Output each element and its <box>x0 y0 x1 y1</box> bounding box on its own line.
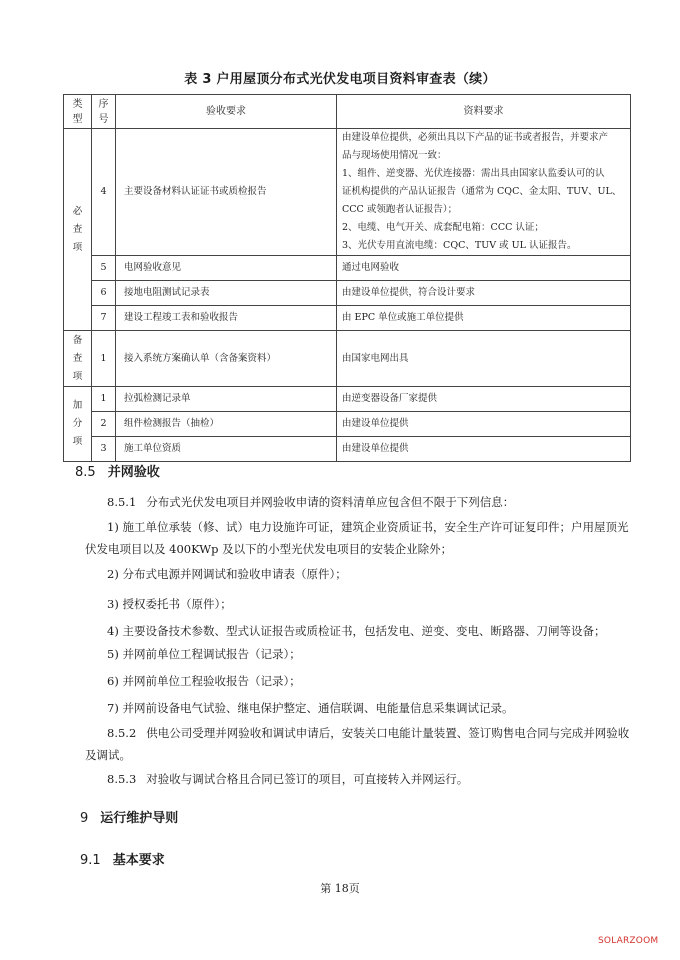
row-no: 2 <box>92 412 116 437</box>
section-number: 9.1 <box>80 853 101 868</box>
table-row <box>64 129 631 256</box>
table-row <box>64 306 631 331</box>
row-item: 接地电阻测试记录表 <box>116 281 337 306</box>
category-required-text: 必 查 项 <box>72 205 83 253</box>
paragraph-8-5-3 <box>85 768 633 790</box>
section-title: 运行维护导则 <box>100 811 179 826</box>
clause-text: 供电公司受理并网验收和调试申请后，安装关口电能计量装置、签订购售电合同与完成并网验收及调试。 <box>85 726 630 762</box>
clause-number: 8.5.2 <box>107 726 137 740</box>
category-backup <box>64 331 92 387</box>
paragraph-8-5-2 <box>85 722 633 766</box>
row-item: 电网验收意见 <box>116 256 337 281</box>
category-additional-text: 加 分 项 <box>72 400 83 447</box>
category-required <box>64 129 92 331</box>
page-number: 第 18页 <box>320 882 360 895</box>
list-item: 7) 并网前设备电气试验、继电保护整定、通信联调、电能量信息采集调试记录。 <box>107 701 514 715</box>
row-req: 由逆变器设备厂家提供 <box>337 387 631 412</box>
row-item: 拉弧检测记录单 <box>116 387 337 412</box>
row-req: 由 EPC 单位或施工单位提供 <box>337 306 631 331</box>
category-additional <box>64 387 92 462</box>
row-no: 1 <box>92 331 116 387</box>
table-title: 表 3 户用屋顶分布式光伏发电项目资料审查表（续） <box>184 72 496 87</box>
category-backup-text: 备 查 项 <box>72 334 83 382</box>
table-header-row <box>64 95 631 129</box>
row-no: 4 <box>92 129 116 256</box>
row-req-multiline <box>337 129 631 256</box>
row-item: 主要设备材料认证证书或质检报告 <box>116 129 337 256</box>
req-line: 2、电缆、电气开关、成套配电箱：CCC 认证； <box>342 222 544 233</box>
review-table <box>63 94 631 462</box>
table-row <box>64 437 631 462</box>
clause-number: 8.5.1 <box>107 495 137 509</box>
list-item: 2) 分布式电源并网调试和验收申请表（原件）； <box>107 567 347 581</box>
section-title: 并网验收 <box>107 465 160 480</box>
watermark-logo: SOLARZOOM <box>598 936 659 946</box>
req-line: 品与现场使用情况一致： <box>342 150 447 161</box>
row-req: 由建设单位提供 <box>337 437 631 462</box>
table-row <box>64 256 631 281</box>
req-line: 3、光伏专用直流电缆：CQC、TUV 或 UL 认证报告。 <box>342 240 577 251</box>
row-item: 施工单位资质 <box>116 437 337 462</box>
row-no: 5 <box>92 256 116 281</box>
header-acceptance: 验收要求 <box>116 95 337 129</box>
row-req: 由国家电网出具 <box>337 331 631 387</box>
row-no: 1 <box>92 387 116 412</box>
row-item: 接入系统方案确认单（含备案资料） <box>116 331 337 387</box>
req-line: 1、组件、逆变器、光伏连接器：需出具由国家认监委认可的认 <box>342 168 605 179</box>
list-item: 4) 主要设备技术参数、型式认证报告或质检证书，包括发电、逆变、变电、断路器、刀闸等设备； <box>107 624 606 638</box>
clause-text: 对验收与调试合格且合同已签订的项目，可直接转入并网运行。 <box>146 772 469 786</box>
row-req: 由建设单位提供，符合设计要求 <box>337 281 631 306</box>
header-material: 资料要求 <box>337 95 631 129</box>
table-row <box>64 281 631 306</box>
paragraph-8-5-1 <box>85 491 633 513</box>
table-row <box>64 412 631 437</box>
header-category-text: 类 型 <box>72 98 83 125</box>
section-number: 8.5 <box>75 465 96 480</box>
row-item: 组件检测报告（抽检） <box>116 412 337 437</box>
header-no-text: 序 号 <box>98 98 109 125</box>
row-item: 建设工程竣工表和验收报告 <box>116 306 337 331</box>
row-req: 通过电网验收 <box>337 256 631 281</box>
header-category <box>64 95 92 129</box>
section-title: 基本要求 <box>112 853 165 868</box>
header-no <box>92 95 116 129</box>
list-item: 3) 授权委托书（原件）； <box>107 597 232 611</box>
list-item: 5) 并网前单位工程调试报告（记录）； <box>107 647 301 661</box>
row-no: 7 <box>92 306 116 331</box>
section-number: 9 <box>80 811 89 826</box>
table-row <box>64 387 631 412</box>
row-no: 3 <box>92 437 116 462</box>
row-req: 由建设单位提供 <box>337 412 631 437</box>
clause-text: 分布式光伏发电项目并网验收申请的资料清单应包含但不限于下列信息： <box>146 495 515 509</box>
table-row <box>64 331 631 387</box>
req-line: 由建设单位提供，必须出具以下产品的证书或者报告，并要求产 <box>342 132 609 143</box>
section-heading-9 <box>80 807 178 826</box>
list-item: 1) 施工单位承装（修、试）电力设施许可证，建筑企业资质证书，安全生产许可证复印件；户用屋顶光伏发电项目以及 400KWp 及以下的小型光伏发电项目的安装企业除外； <box>85 520 629 556</box>
list-item: 6) 并网前单位工程验收报告（记录）； <box>107 674 301 688</box>
section-heading-9-1 <box>80 849 165 868</box>
req-line: 证机构提供的产品认证报告（通常为 CQC、金太阳、TUV、UL、 <box>342 186 622 197</box>
req-line: CCC 或领跑者认证报告）； <box>342 204 458 215</box>
clause-number: 8.5.3 <box>107 772 137 786</box>
row-no: 6 <box>92 281 116 306</box>
section-heading-8-5 <box>75 461 160 480</box>
